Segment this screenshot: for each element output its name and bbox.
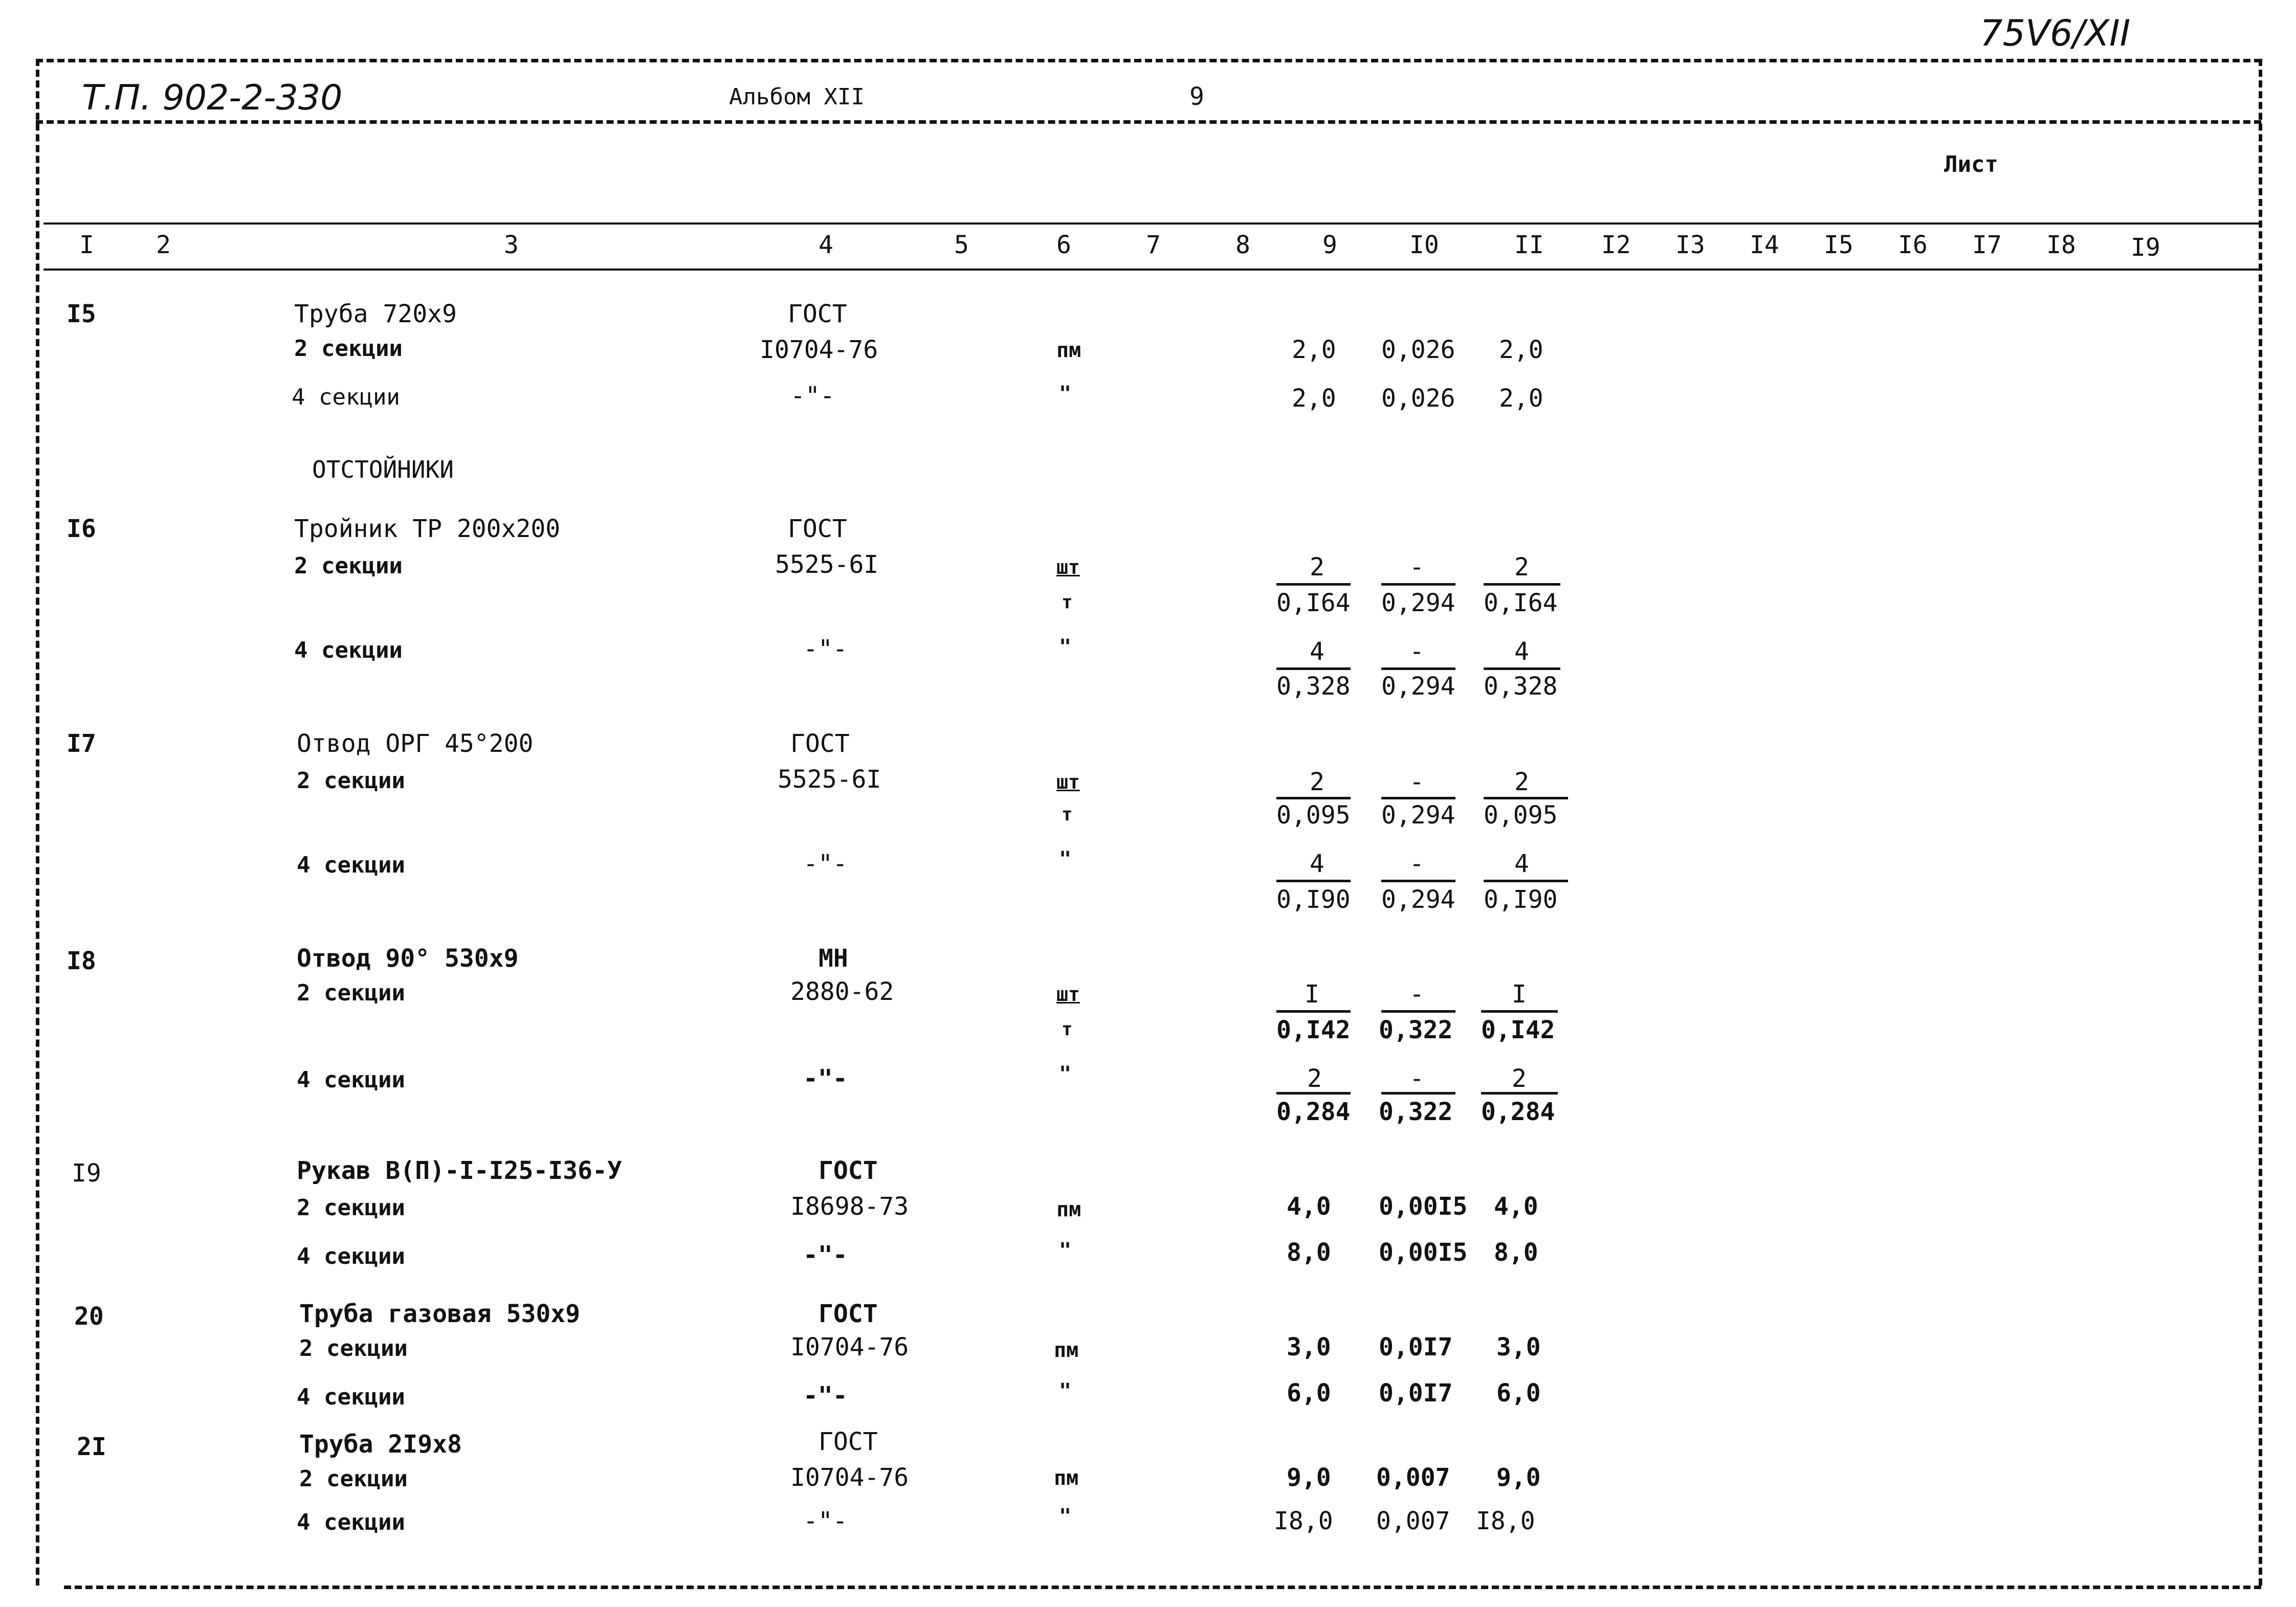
fraction-line — [1276, 797, 1351, 799]
value-col10: 0,026 — [1381, 384, 1455, 413]
value-col9: 4,0 — [1287, 1192, 1331, 1221]
standard: ГОСТ — [788, 515, 847, 543]
value-col9-top: 4 — [1310, 637, 1324, 666]
value-col11: 4,0 — [1494, 1192, 1538, 1221]
value-col10: 0,026 — [1381, 336, 1455, 364]
document: -"- — [803, 1241, 848, 1269]
sub-label: 4 секции — [297, 1243, 405, 1269]
row-number: I5 — [67, 300, 96, 328]
document: I8698-73 — [790, 1192, 909, 1221]
value-col9-bottom: 0,I90 — [1276, 885, 1351, 914]
unit: " — [1059, 1239, 1072, 1262]
item-name: Тройник ТР 200х200 — [294, 515, 561, 543]
value-col9-bottom: 0,328 — [1276, 672, 1351, 701]
value-col11-bottom: 0,I64 — [1484, 589, 1558, 617]
fraction-line — [1276, 1092, 1351, 1095]
fraction-line — [1481, 1092, 1558, 1095]
row-number: I8 — [67, 947, 96, 975]
standard: ГОСТ — [819, 1156, 878, 1185]
document: -"- — [803, 1381, 848, 1410]
frame-top-line — [36, 59, 2261, 62]
value-col11-bottom: 0,I42 — [1481, 1016, 1555, 1044]
document: -"- — [803, 635, 848, 663]
fraction-line — [1381, 797, 1455, 799]
column-header-bottom-line — [43, 269, 2259, 271]
col-18: I8 — [2046, 231, 2076, 259]
unit-top: шт — [1056, 983, 1080, 1006]
frame-bottom-line — [64, 1586, 2261, 1589]
unit-bottom: т — [1062, 592, 1073, 613]
standard: ГОСТ — [819, 1300, 878, 1328]
sub-label: 4 секции — [292, 384, 400, 410]
value-col10-top: - — [1409, 850, 1424, 878]
col-1: I — [79, 231, 94, 259]
header-divider — [36, 120, 2261, 124]
value-col11: 6,0 — [1496, 1379, 1541, 1408]
sub-label: 2 секции — [294, 336, 403, 362]
item-name: Труба газовая 530х9 — [299, 1300, 581, 1328]
document: -"- — [803, 1507, 848, 1535]
sub-label: 2 секции — [299, 1335, 408, 1362]
sub-label: 4 секции — [297, 1067, 405, 1093]
fraction-line — [1381, 880, 1455, 882]
unit: " — [1059, 847, 1072, 871]
value-col9: I8,0 — [1274, 1507, 1333, 1535]
row-number: I7 — [67, 729, 96, 758]
document: I0704-76 — [760, 336, 878, 364]
standard: ГОСТ — [819, 1427, 878, 1456]
col-9: 9 — [1322, 231, 1337, 259]
fraction-line — [1481, 1010, 1558, 1013]
unit: пм — [1056, 339, 1081, 362]
value-col9: 2,0 — [1292, 384, 1336, 413]
col-17: I7 — [1972, 231, 2002, 259]
value-col11: 3,0 — [1496, 1333, 1541, 1362]
col-16: I6 — [1898, 231, 1928, 259]
document: 5525-6I — [775, 550, 879, 579]
col-11: II — [1514, 231, 1544, 259]
document: I0704-76 — [790, 1463, 909, 1492]
sub-label: 4 секции — [294, 637, 403, 663]
document: -"- — [803, 1064, 848, 1093]
col-10: I0 — [1409, 231, 1439, 259]
frame-right-line — [2259, 59, 2262, 1586]
value-col11-bottom: 0,095 — [1484, 801, 1558, 830]
value-col11: 2,0 — [1499, 336, 1543, 364]
fraction-line — [1484, 797, 1568, 799]
col-3: 3 — [504, 231, 519, 259]
value-col9: 9,0 — [1287, 1463, 1331, 1492]
document: 2880-62 — [790, 977, 894, 1006]
value-col10: 0,0I7 — [1379, 1379, 1453, 1408]
value-col11-top: 4 — [1514, 637, 1529, 666]
sheet-label: Лист — [1944, 151, 1998, 177]
item-name: Рукав В(П)-I-I25-I36-У — [297, 1156, 622, 1185]
value-col10-top: - — [1409, 637, 1424, 666]
unit-bottom: т — [1062, 1019, 1073, 1040]
value-col11: 8,0 — [1494, 1238, 1538, 1267]
value-col11: I8,0 — [1476, 1507, 1535, 1535]
unit: " — [1059, 1062, 1072, 1086]
col-7: 7 — [1146, 231, 1161, 259]
value-col10: 0,007 — [1376, 1463, 1450, 1492]
value-col10: 0,0I7 — [1379, 1333, 1453, 1362]
col-8: 8 — [1235, 231, 1250, 259]
item-name: Труба 720х9 — [294, 300, 457, 328]
value-col9-top: 4 — [1310, 850, 1324, 878]
unit-bottom: т — [1062, 804, 1073, 825]
col-15: I5 — [1824, 231, 1853, 259]
col-12: I2 — [1601, 231, 1631, 259]
unit: пм — [1054, 1466, 1079, 1490]
item-name: Труба 2I9х8 — [299, 1430, 462, 1459]
row-number: 2I — [77, 1433, 106, 1461]
fraction-line — [1484, 583, 1560, 586]
value-col10-bottom: 0,294 — [1381, 672, 1455, 701]
document: 5525-6I — [778, 765, 881, 794]
sub-label: 4 секции — [297, 852, 405, 878]
fraction-line — [1381, 1092, 1455, 1095]
value-col10-bottom: 0,294 — [1381, 885, 1455, 914]
corner-note: 75V6/XII — [1980, 12, 2131, 54]
fraction-line — [1381, 583, 1455, 586]
value-col9-top: I — [1305, 980, 1319, 1009]
sub-label: 2 секции — [299, 1466, 408, 1492]
page-number: 9 — [1189, 82, 1204, 111]
item-name: Отвод ОРГ 45°200 — [297, 729, 534, 758]
standard: ГОСТ — [790, 729, 850, 758]
value-col10: 0,00I5 — [1379, 1192, 1468, 1221]
project-code: Т.П. 902-2-330 — [82, 78, 343, 118]
row-number: 20 — [74, 1302, 104, 1331]
fraction-line — [1381, 1010, 1455, 1013]
fraction-line — [1484, 667, 1560, 670]
item-name: Отвод 90° 530х9 — [297, 944, 519, 973]
document: -"- — [803, 850, 848, 878]
value-col10-top: - — [1409, 1064, 1424, 1093]
sub-label: 2 секции — [297, 768, 405, 794]
row-number: I9 — [72, 1159, 101, 1188]
unit: " — [1059, 382, 1072, 406]
document: -"- — [790, 382, 835, 410]
value-col11: 9,0 — [1496, 1463, 1541, 1492]
value-col11-top: 2 — [1514, 553, 1529, 582]
value-col10-bottom: 0,322 — [1379, 1098, 1453, 1126]
value-col11-bottom: 0,328 — [1484, 672, 1558, 701]
value-col10-top: - — [1409, 553, 1424, 582]
value-col9-bottom: 0,I64 — [1276, 589, 1351, 617]
sub-label: 2 секции — [294, 553, 403, 579]
unit: пм — [1056, 1198, 1081, 1221]
document: I0704-76 — [790, 1333, 909, 1362]
value-col9-top: 2 — [1310, 553, 1324, 582]
value-col9-bottom: 0,I42 — [1276, 1016, 1351, 1044]
value-col9-bottom: 0,284 — [1276, 1098, 1351, 1126]
col-6: 6 — [1056, 231, 1071, 259]
frame-left-line — [36, 59, 39, 1586]
col-2: 2 — [156, 231, 171, 259]
value-col11-bottom: 0,I90 — [1484, 885, 1558, 914]
unit: " — [1059, 1505, 1072, 1528]
fraction-line — [1276, 1010, 1351, 1013]
value-col11-top: 4 — [1514, 850, 1529, 878]
value-col9: 6,0 — [1287, 1379, 1331, 1408]
row-number: I6 — [67, 515, 96, 543]
value-col10-top: - — [1409, 768, 1424, 796]
sub-label: 2 секции — [297, 1195, 405, 1221]
value-col10-bottom: 0,294 — [1381, 589, 1455, 617]
value-col9-bottom: 0,095 — [1276, 801, 1351, 830]
unit: пм — [1054, 1338, 1079, 1362]
unit-top: шт — [1056, 556, 1080, 578]
value-col9: 3,0 — [1287, 1333, 1331, 1362]
unit: " — [1059, 1379, 1072, 1403]
standard: ГОСТ — [788, 300, 847, 328]
col-4: 4 — [819, 231, 833, 259]
value-col10: 0,007 — [1376, 1507, 1450, 1535]
value-col10-bottom: 0,294 — [1381, 801, 1455, 830]
col-13: I3 — [1675, 231, 1705, 259]
fraction-line — [1381, 667, 1455, 670]
value-col11-top: 2 — [1514, 768, 1529, 796]
value-col9: 2,0 — [1292, 336, 1336, 364]
value-col10: 0,00I5 — [1379, 1238, 1468, 1267]
value-col10-bottom: 0,322 — [1379, 1016, 1453, 1044]
sub-label: 4 секции — [297, 1509, 405, 1535]
value-col11-top: I — [1512, 980, 1527, 1009]
section-heading: ОТСТОЙНИКИ — [312, 456, 454, 483]
value-col11: 2,0 — [1499, 384, 1543, 413]
value-col9: 8,0 — [1287, 1238, 1331, 1267]
col-19: I9 — [2131, 233, 2160, 262]
fraction-line — [1484, 880, 1568, 882]
value-col11-bottom: 0,284 — [1481, 1098, 1555, 1126]
fraction-line — [1276, 667, 1351, 670]
standard: МН — [819, 944, 848, 973]
value-col11-top: 2 — [1512, 1064, 1527, 1093]
value-col9-top: 2 — [1307, 1064, 1322, 1093]
unit-top: шт — [1056, 771, 1080, 793]
sub-label: 2 секции — [297, 980, 405, 1006]
col-5: 5 — [954, 231, 969, 259]
fraction-line — [1276, 583, 1351, 586]
fraction-line — [1276, 880, 1351, 882]
value-col9-top: 2 — [1310, 768, 1324, 796]
col-14: I4 — [1750, 231, 1779, 259]
album-label: Альбом XII — [729, 84, 865, 110]
value-col10-top: - — [1409, 980, 1424, 1009]
unit: " — [1059, 635, 1072, 659]
column-header-top-line — [43, 222, 2259, 225]
sub-label: 4 секции — [297, 1384, 405, 1410]
